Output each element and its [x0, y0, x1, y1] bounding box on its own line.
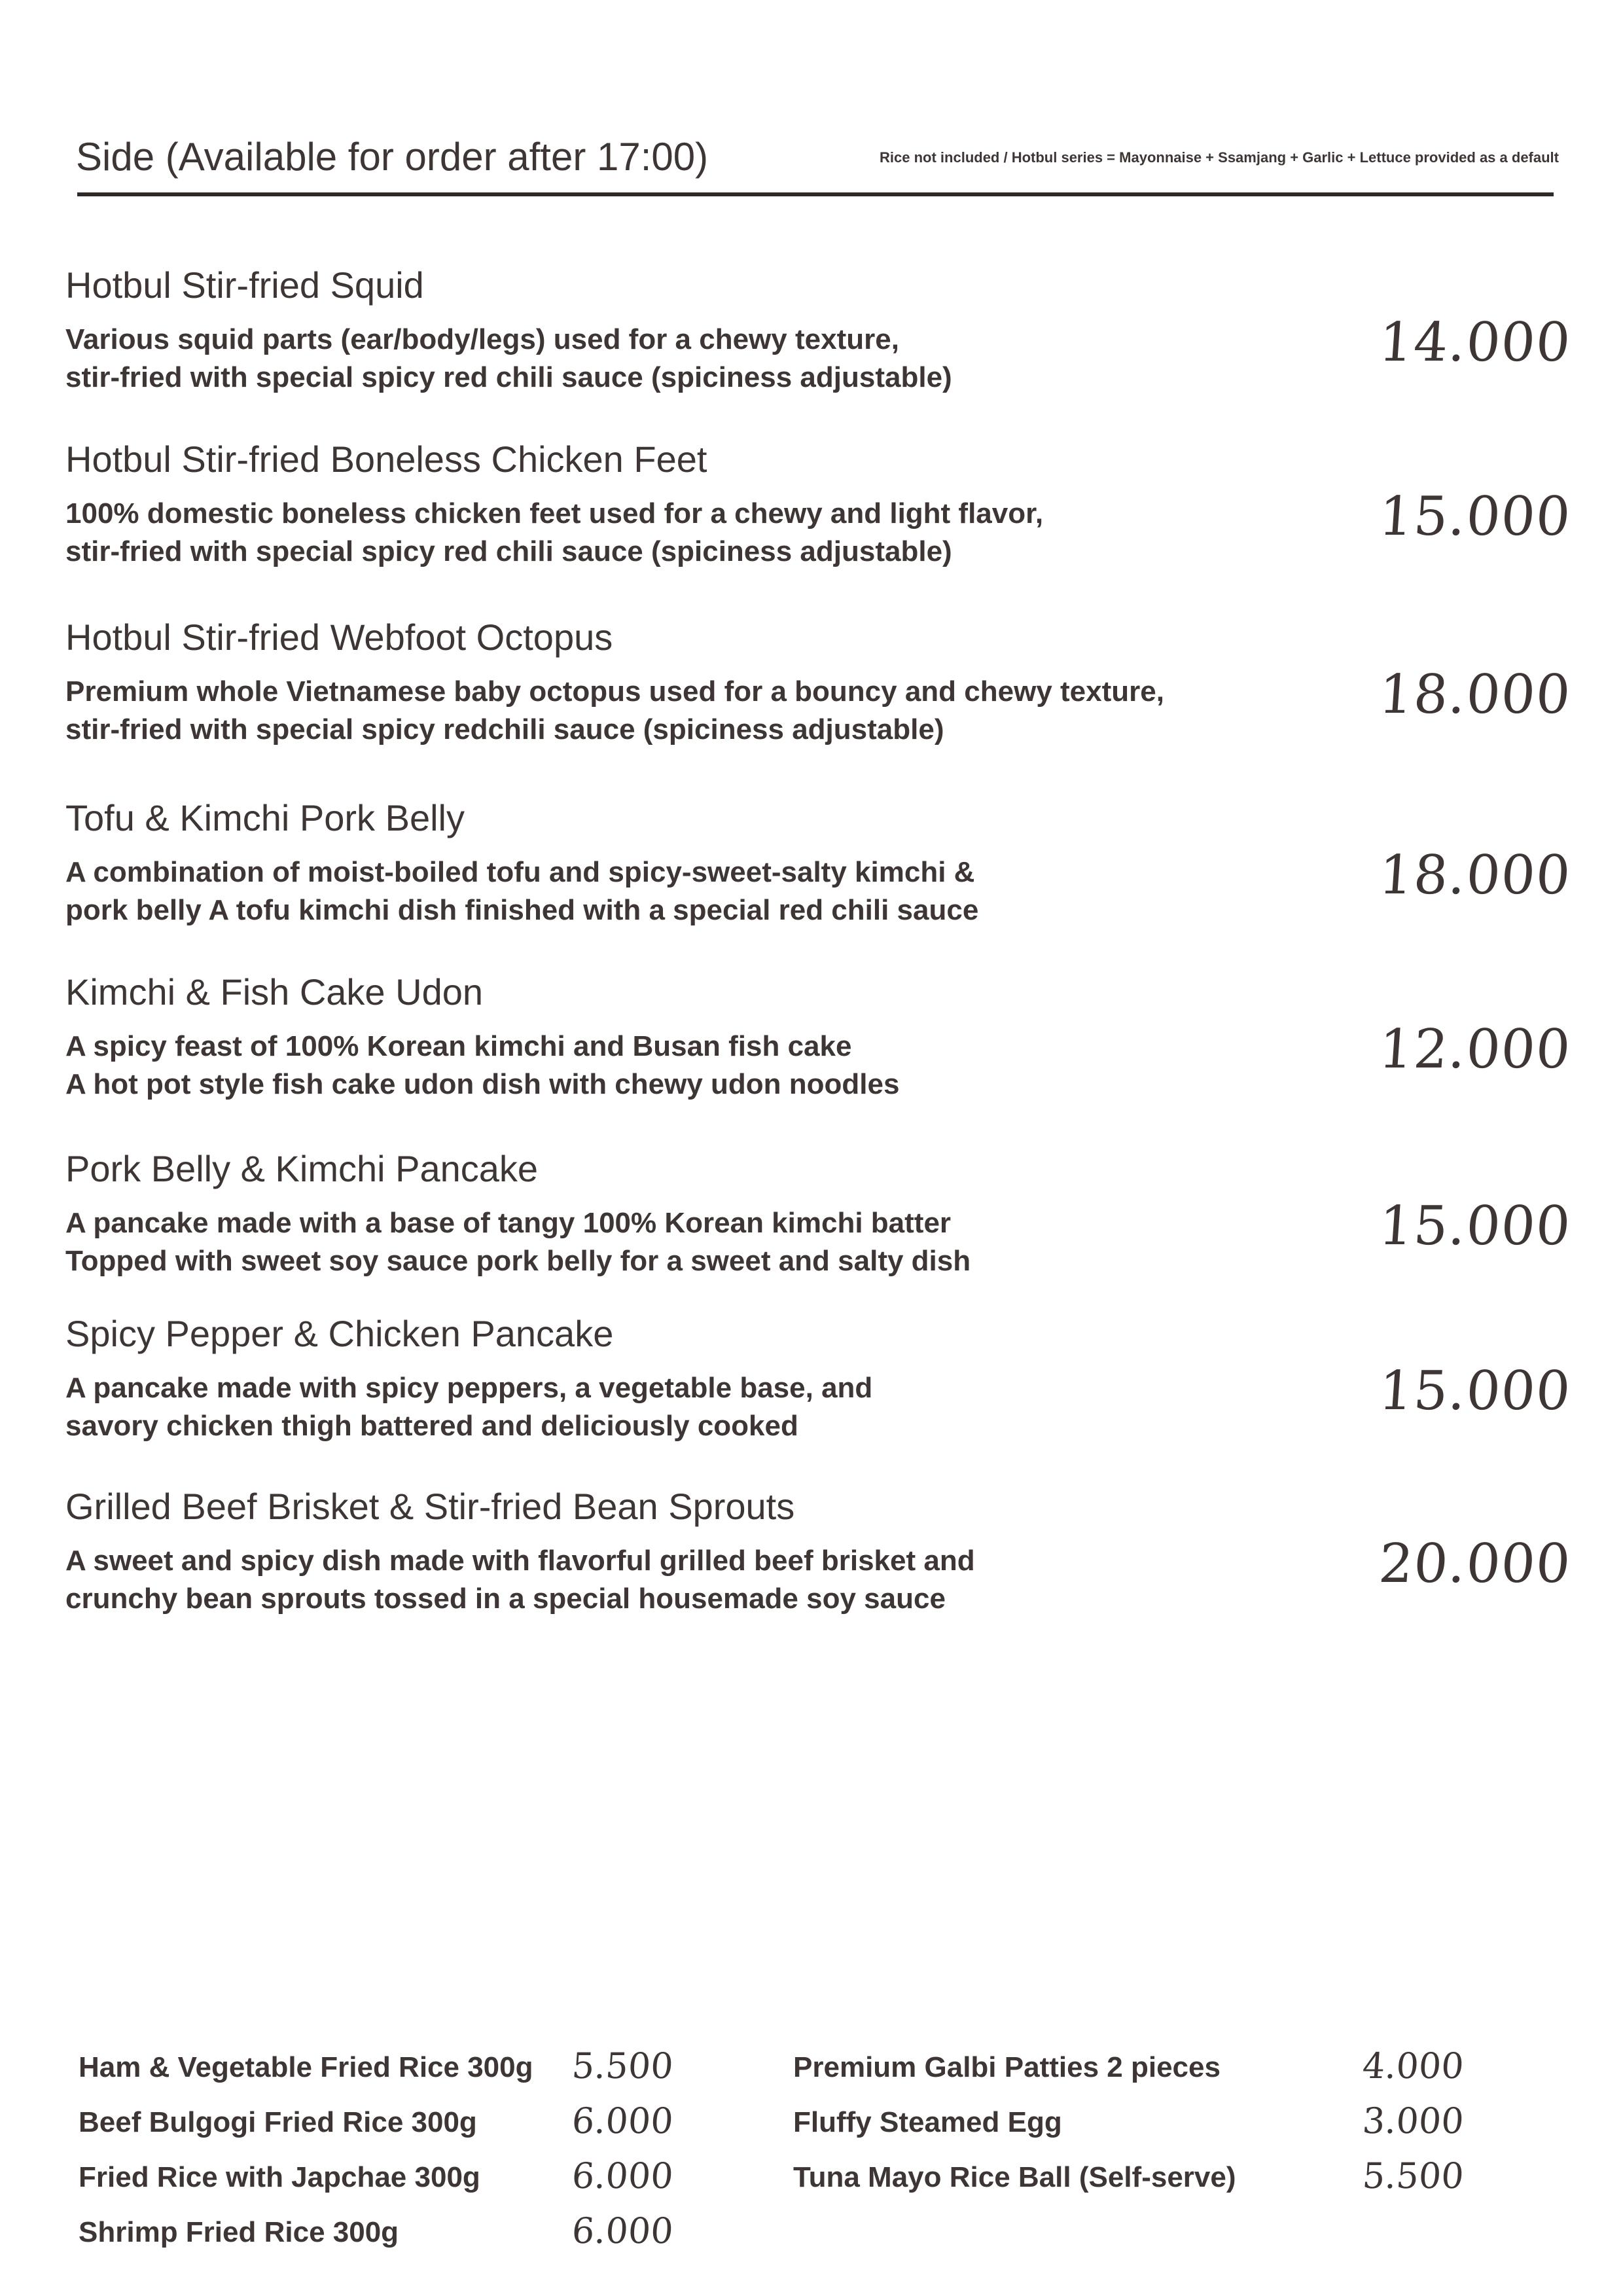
page-title: Side (Available for order after 17:00): [76, 135, 709, 179]
menu-item: [65, 614, 1571, 749]
menu-item-name: Spicy Pepper & Chicken Pancake: [65, 1313, 614, 1354]
description-line: 100% domestic boneless chicken feet used for a chewy and light flavor,: [65, 497, 1044, 529]
menu-item-description: [65, 853, 1571, 929]
menu-item-description: [65, 1204, 1571, 1280]
extra-item-name: Premium Galbi Patties 2 pieces: [793, 2051, 1221, 2083]
menu-item-name: Tofu & Kimchi Pork Belly: [65, 797, 465, 838]
extra-item: [793, 2152, 1480, 2207]
menu-item-name: Grilled Beef Brisket & Stir-fried Bean Sprouts: [65, 1486, 795, 1527]
description-line: A sweet and spicy dish made with flavorful grilled beef brisket and: [65, 1545, 975, 1577]
description-line: A hot pot style fish cake udon dish with chewy udon noodles: [65, 1068, 900, 1100]
header-note: Rice not included / Hotbul series = Mayonnaise + Ssamjang + Garlic + Lettuce provided as a default: [880, 149, 1559, 166]
description-line: stir-fried with special spicy red chili sauce (spiciness adjustable): [65, 361, 952, 393]
extras-section: [79, 2042, 1518, 2265]
description-line: A pancake made with spicy peppers, a vegetable base, and: [65, 1372, 873, 1404]
menu-item-price: 12.000: [1376, 1018, 1573, 1081]
menu-item-name: Hotbul Stir-fried Boneless Chicken Feet: [65, 439, 707, 480]
menu-item-price: 15.000: [1376, 1360, 1573, 1422]
extra-item-price: 3.000: [1361, 2100, 1465, 2142]
header-divider: [77, 192, 1554, 196]
extra-item-price: 5.500: [570, 2045, 675, 2087]
menu-item-name: Hotbul Stir-fried Webfoot Octopus: [65, 617, 613, 658]
menu-item: [65, 795, 1571, 929]
menu-item-name: Hotbul Stir-fried Squid: [65, 264, 424, 306]
description-line: Various squid parts (ear/body/legs) used for a chewy texture,: [65, 323, 899, 355]
menu-item-description: [65, 1028, 1571, 1103]
extra-item-name: Beef Bulgogi Fried Rice 300g: [79, 2106, 477, 2138]
menu-item-price: 20.000: [1376, 1533, 1573, 1595]
menu-item: [65, 1310, 1571, 1445]
menu-item: [65, 969, 1571, 1103]
menu-header: [76, 131, 1559, 196]
menu-item-name: Kimchi & Fish Cake Udon: [65, 971, 484, 1013]
extra-item: [793, 2042, 1480, 2097]
extra-item: [793, 2097, 1480, 2152]
extra-item-name: Ham & Vegetable Fried Rice 300g: [79, 2051, 533, 2083]
extra-item-name: Tuna Mayo Rice Ball (Self-serve): [793, 2161, 1236, 2193]
menu-item-price: 14.000: [1376, 312, 1573, 374]
menu-item-price: 15.000: [1376, 486, 1573, 548]
menu-item-description: [65, 1542, 1571, 1618]
extra-item-price: 5.500: [1361, 2155, 1465, 2197]
extra-item-name: Fluffy Steamed Egg: [793, 2106, 1062, 2138]
description-line: pork belly A tofu kimchi dish finished with a special red chili sauce: [65, 894, 979, 926]
description-line: A pancake made with a base of tangy 100% Korean kimchi batter: [65, 1207, 952, 1239]
menu-item-price: 18.000: [1376, 844, 1573, 906]
extra-item-price: 6.000: [570, 2155, 675, 2197]
description-line: stir-fried with special spicy red chili sauce (spiciness adjustable): [65, 535, 952, 567]
menu-item-price: 15.000: [1376, 1195, 1573, 1257]
extra-item-price: 6.000: [570, 2100, 675, 2142]
menu-item-description: [65, 321, 1571, 397]
extra-item: [79, 2042, 733, 2097]
menu-item-description: [65, 673, 1571, 749]
extra-item-name: Shrimp Fried Rice 300g: [79, 2216, 399, 2248]
description-line: savory chicken thigh battered and deliciously cooked: [65, 1410, 798, 1442]
description-line: Premium whole Vietnamese baby octopus used for a bouncy and chewy texture,: [65, 675, 1164, 708]
menu-item-name: Pork Belly & Kimchi Pancake: [65, 1148, 539, 1189]
description-line: crunchy bean sprouts tossed in a special housemade soy sauce: [65, 1583, 946, 1615]
menu-item-price: 18.000: [1376, 664, 1573, 726]
extra-item-name: Fried Rice with Japchae 300g: [79, 2161, 480, 2193]
menu-item: [65, 1145, 1571, 1280]
menu-item-description: [65, 1369, 1571, 1445]
extra-item: [79, 2097, 733, 2152]
extra-item: [79, 2207, 733, 2262]
menu-item: [65, 1483, 1571, 1618]
description-line: A combination of moist-boiled tofu and spicy-sweet-salty kimchi &: [65, 856, 975, 888]
extras-left-column: [79, 2042, 733, 2262]
menu-item: [65, 436, 1571, 571]
description-line: stir-fried with special spicy redchili sauce (spiciness adjustable): [65, 713, 944, 745]
extra-item-price: 6.000: [570, 2210, 675, 2251]
extra-item-price: 4.000: [1361, 2045, 1465, 2087]
extra-item: [79, 2152, 733, 2207]
description-line: A spicy feast of 100% Korean kimchi and Busan fish cake: [65, 1030, 852, 1062]
menu-item: [65, 262, 1571, 397]
menu-item-description: [65, 495, 1571, 571]
description-line: Topped with sweet soy sauce pork belly for a sweet and salty dish: [65, 1245, 971, 1277]
extras-right-column: [793, 2042, 1480, 2207]
